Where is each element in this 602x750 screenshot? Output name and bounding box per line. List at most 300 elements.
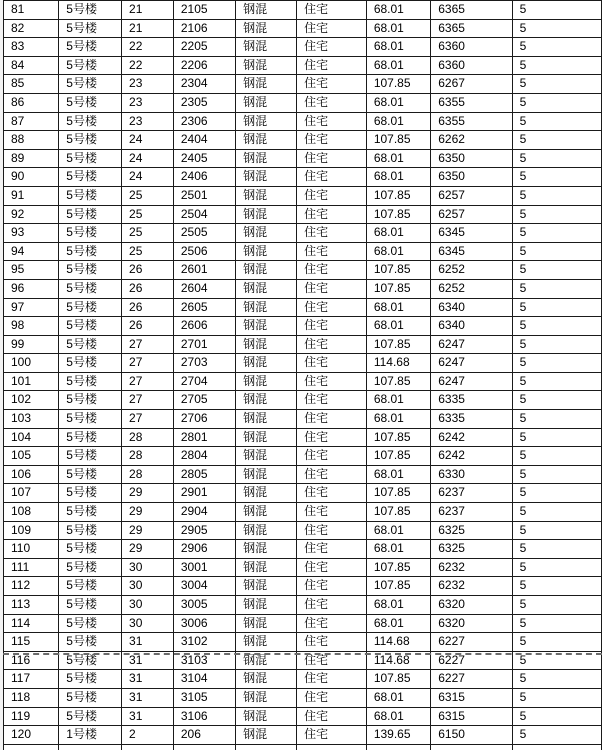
table-row: [4, 670, 602, 689]
cell-area: 68.01: [366, 688, 430, 707]
cell-extra: 5: [512, 484, 601, 503]
cell-no: 115: [4, 633, 59, 652]
cell-floor: [122, 744, 174, 750]
cell-use: 住宅: [297, 503, 367, 522]
cell-no: 110: [4, 540, 59, 559]
cell-no: 97: [4, 298, 59, 317]
cell-extra: 5: [512, 633, 601, 652]
cell-use: 住宅: [297, 186, 367, 205]
cell-floor: 25: [122, 224, 174, 243]
cell-building: 5号楼: [59, 186, 122, 205]
cell-floor: 30: [122, 558, 174, 577]
cell-room: 3103: [173, 651, 235, 670]
cell-no: 113: [4, 596, 59, 615]
cell-use: 住宅: [297, 261, 367, 280]
cell-extra: 5: [512, 205, 601, 224]
cell-no: 99: [4, 335, 59, 354]
cell-use: 住宅: [297, 354, 367, 373]
cell-extra: 5: [512, 56, 601, 75]
cell-floor: 31: [122, 633, 174, 652]
cell-floor: 29: [122, 521, 174, 540]
table-row: [4, 688, 602, 707]
cell-building: 5号楼: [59, 38, 122, 57]
cell-use: [297, 744, 367, 750]
cell-room: 2601: [173, 261, 235, 280]
cell-floor: 22: [122, 56, 174, 75]
cell-no: 84: [4, 56, 59, 75]
cell-area: 107.85: [366, 261, 430, 280]
cell-structure: 钢混: [236, 726, 297, 745]
cell-price: 6335: [431, 391, 512, 410]
cell-floor: 26: [122, 298, 174, 317]
table-row: [4, 577, 602, 596]
cell-floor: 30: [122, 596, 174, 615]
cell-floor: 21: [122, 19, 174, 38]
cell-room: 2506: [173, 242, 235, 261]
cell-floor: 26: [122, 317, 174, 336]
cell-floor: 26: [122, 261, 174, 280]
cell-building: 5号楼: [59, 93, 122, 112]
table-row: [4, 354, 602, 373]
cell-room: 2703: [173, 354, 235, 373]
cell-structure: 钢混: [236, 484, 297, 503]
cell-building: 5号楼: [59, 651, 122, 670]
cell-floor: 29: [122, 503, 174, 522]
cell-structure: 钢混: [236, 428, 297, 447]
cell-price: 6257: [431, 186, 512, 205]
cell-building: 5号楼: [59, 688, 122, 707]
cell-structure: 钢混: [236, 596, 297, 615]
cell-room: 3105: [173, 688, 235, 707]
cell-price: 6350: [431, 168, 512, 187]
cell-price: 6320: [431, 596, 512, 615]
cell-building: 5号楼: [59, 410, 122, 429]
cell-extra: 5: [512, 112, 601, 131]
cell-no: 116: [4, 651, 59, 670]
cell-use: 住宅: [297, 75, 367, 94]
cell-no: 86: [4, 93, 59, 112]
cell-room: 2304: [173, 75, 235, 94]
cell-use: 住宅: [297, 335, 367, 354]
cell-room: 2505: [173, 224, 235, 243]
cell-use: 住宅: [297, 596, 367, 615]
cell-extra: 5: [512, 186, 601, 205]
cell-building: 5号楼: [59, 503, 122, 522]
cell-room: 2604: [173, 279, 235, 298]
cell-building: 5号楼: [59, 261, 122, 280]
cell-no: 117: [4, 670, 59, 689]
cell-extra: 5: [512, 614, 601, 633]
cell-floor: 29: [122, 484, 174, 503]
table-row: [4, 93, 602, 112]
cell-price: 6365: [431, 19, 512, 38]
cell-structure: 钢混: [236, 391, 297, 410]
table-row: [4, 596, 602, 615]
cell-floor: 25: [122, 205, 174, 224]
cell-area: 68.01: [366, 317, 430, 336]
cell-room: 2801: [173, 428, 235, 447]
cell-area: 107.85: [366, 205, 430, 224]
cell-floor: 27: [122, 391, 174, 410]
cell-building: 5号楼: [59, 335, 122, 354]
cell-use: 住宅: [297, 19, 367, 38]
cell-room: 3001: [173, 558, 235, 577]
cell-area: 68.01: [366, 1, 430, 20]
cell-area: [366, 744, 430, 750]
cell-price: 6227: [431, 633, 512, 652]
cell-structure: 钢混: [236, 224, 297, 243]
cell-area: 68.01: [366, 19, 430, 38]
cell-floor: 22: [122, 38, 174, 57]
cell-no: 96: [4, 279, 59, 298]
cell-price: 6227: [431, 670, 512, 689]
cell-extra: 5: [512, 558, 601, 577]
table-row: [4, 205, 602, 224]
cell-extra: 5: [512, 577, 601, 596]
cell-use: 住宅: [297, 38, 367, 57]
cell-room: 2805: [173, 465, 235, 484]
table-row: [4, 372, 602, 391]
cell-floor: 28: [122, 447, 174, 466]
cell-building: 5号楼: [59, 242, 122, 261]
units-table: [3, 0, 602, 750]
cell-floor: 29: [122, 540, 174, 559]
cell-structure: 钢混: [236, 298, 297, 317]
cell-building: [59, 744, 122, 750]
cell-building: 5号楼: [59, 447, 122, 466]
cell-structure: 钢混: [236, 633, 297, 652]
cell-extra: 5: [512, 131, 601, 150]
cell-building: 5号楼: [59, 224, 122, 243]
cell-structure: 钢混: [236, 149, 297, 168]
cell-floor: 23: [122, 75, 174, 94]
cell-area: 107.85: [366, 131, 430, 150]
cell-area: 107.85: [366, 558, 430, 577]
cell-floor: 24: [122, 168, 174, 187]
table-row: [4, 335, 602, 354]
cell-price: 6267: [431, 75, 512, 94]
table-row: [4, 224, 602, 243]
cell-floor: 28: [122, 465, 174, 484]
cell-area: 68.01: [366, 149, 430, 168]
cell-price: 6247: [431, 335, 512, 354]
cell-extra: 5: [512, 447, 601, 466]
table-row: [4, 707, 602, 726]
cell-structure: 钢混: [236, 503, 297, 522]
cell-no: 103: [4, 410, 59, 429]
cell-use: 住宅: [297, 465, 367, 484]
cell-structure: 钢混: [236, 558, 297, 577]
cell-extra: 5: [512, 242, 601, 261]
cell-use: 住宅: [297, 484, 367, 503]
cell-use: 住宅: [297, 688, 367, 707]
cell-price: 6320: [431, 614, 512, 633]
cell-structure: 钢混: [236, 372, 297, 391]
cell-extra: 5: [512, 317, 601, 336]
cell-price: 6365: [431, 1, 512, 20]
units-table-body: [4, 0, 602, 750]
cell-room: 3006: [173, 614, 235, 633]
cell-use: 住宅: [297, 707, 367, 726]
cell-structure: 钢混: [236, 38, 297, 57]
cell-structure: 钢混: [236, 242, 297, 261]
cell-no: 93: [4, 224, 59, 243]
cell-area: 107.85: [366, 75, 430, 94]
cell-area: 68.01: [366, 298, 430, 317]
cell-use: 住宅: [297, 205, 367, 224]
cell-extra: 5: [512, 38, 601, 57]
cell-area: 107.85: [366, 428, 430, 447]
cell-floor: 2: [122, 726, 174, 745]
cell-room: 2704: [173, 372, 235, 391]
table-row: [4, 428, 602, 447]
cell-floor: 27: [122, 354, 174, 373]
cell-building: 5号楼: [59, 354, 122, 373]
cell-use: 住宅: [297, 447, 367, 466]
cell-no: 83: [4, 38, 59, 57]
cell-structure: 钢混: [236, 186, 297, 205]
cell-area: 68.01: [366, 93, 430, 112]
cell-no: 109: [4, 521, 59, 540]
cell-extra: 5: [512, 391, 601, 410]
cell-room: 2306: [173, 112, 235, 131]
cell-building: 5号楼: [59, 484, 122, 503]
cell-building: 5号楼: [59, 205, 122, 224]
cell-structure: 钢混: [236, 317, 297, 336]
cell-use: 住宅: [297, 726, 367, 745]
cell-no: 81: [4, 1, 59, 20]
cell-room: 3102: [173, 633, 235, 652]
cell-room: 2305: [173, 93, 235, 112]
cell-use: 住宅: [297, 279, 367, 298]
cell-floor: 30: [122, 614, 174, 633]
cell-price: 6315: [431, 688, 512, 707]
cell-structure: 钢混: [236, 75, 297, 94]
table-row: [4, 19, 602, 38]
table-row: [4, 465, 602, 484]
cell-floor: 26: [122, 279, 174, 298]
cell-room: 2501: [173, 186, 235, 205]
table-row: [4, 503, 602, 522]
cell-area: 107.85: [366, 670, 430, 689]
cell-room: 2405: [173, 149, 235, 168]
cell-price: 6257: [431, 205, 512, 224]
cell-area: 68.01: [366, 540, 430, 559]
cell-room: 3104: [173, 670, 235, 689]
cell-price: [431, 744, 512, 750]
cell-extra: 5: [512, 707, 601, 726]
table-row: [4, 447, 602, 466]
cell-building: 5号楼: [59, 168, 122, 187]
cell-structure: 钢混: [236, 112, 297, 131]
cell-building: 5号楼: [59, 391, 122, 410]
cell-use: 住宅: [297, 521, 367, 540]
table-row: [4, 75, 602, 94]
cell-area: 107.85: [366, 484, 430, 503]
cell-extra: 5: [512, 1, 601, 20]
cell-use: 住宅: [297, 577, 367, 596]
cell-area: 107.85: [366, 447, 430, 466]
cell-no: 102: [4, 391, 59, 410]
cell-structure: 钢混: [236, 131, 297, 150]
cell-building: 5号楼: [59, 19, 122, 38]
cell-price: 6345: [431, 224, 512, 243]
cell-structure: 钢混: [236, 410, 297, 429]
cell-building: 5号楼: [59, 521, 122, 540]
cell-no: 82: [4, 19, 59, 38]
cell-structure: [236, 744, 297, 750]
cell-structure: 钢混: [236, 577, 297, 596]
cell-no: 94: [4, 242, 59, 261]
cell-room: 2904: [173, 503, 235, 522]
cell-extra: 5: [512, 540, 601, 559]
cell-no: 120: [4, 726, 59, 745]
cell-extra: 5: [512, 354, 601, 373]
cell-structure: 钢混: [236, 651, 297, 670]
cell-area: 68.01: [366, 596, 430, 615]
cell-extra: 5: [512, 726, 601, 745]
cell-use: 住宅: [297, 410, 367, 429]
cell-area: 114.68: [366, 651, 430, 670]
cell-price: 6227: [431, 651, 512, 670]
cell-extra: 5: [512, 149, 601, 168]
cell-area: 114.68: [366, 633, 430, 652]
cell-building: 5号楼: [59, 112, 122, 131]
cell-floor: 24: [122, 131, 174, 150]
cell-use: 住宅: [297, 670, 367, 689]
cell-structure: 钢混: [236, 354, 297, 373]
cell-area: 68.01: [366, 224, 430, 243]
cell-no: 98: [4, 317, 59, 336]
cell-price: 6325: [431, 540, 512, 559]
cell-extra: 5: [512, 688, 601, 707]
cell-no: 114: [4, 614, 59, 633]
cell-no: 119: [4, 707, 59, 726]
cell-area: 68.01: [366, 242, 430, 261]
cell-no: 92: [4, 205, 59, 224]
cell-floor: 31: [122, 670, 174, 689]
cell-extra: 5: [512, 410, 601, 429]
table-row: [4, 521, 602, 540]
cell-floor: 23: [122, 93, 174, 112]
cell-extra: 5: [512, 261, 601, 280]
cell-building: 5号楼: [59, 372, 122, 391]
cell-use: 住宅: [297, 1, 367, 20]
cell-extra: 5: [512, 19, 601, 38]
cell-no: 87: [4, 112, 59, 131]
cell-building: 5号楼: [59, 149, 122, 168]
cell-extra: 5: [512, 651, 601, 670]
cell-area: 68.01: [366, 614, 430, 633]
cell-building: 5号楼: [59, 465, 122, 484]
cell-room: 2905: [173, 521, 235, 540]
cell-use: 住宅: [297, 540, 367, 559]
cell-area: 114.68: [366, 354, 430, 373]
cell-area: 68.01: [366, 56, 430, 75]
cell-extra: 5: [512, 75, 601, 94]
cell-no: 88: [4, 131, 59, 150]
cell-area: 68.01: [366, 465, 430, 484]
cell-room: 2706: [173, 410, 235, 429]
cell-building: 5号楼: [59, 298, 122, 317]
table-row: [4, 279, 602, 298]
cell-use: 住宅: [297, 614, 367, 633]
cell-use: 住宅: [297, 372, 367, 391]
cell-price: 6350: [431, 149, 512, 168]
cell-extra: 5: [512, 521, 601, 540]
cell-building: 5号楼: [59, 596, 122, 615]
cell-floor: 21: [122, 1, 174, 20]
cell-price: 6247: [431, 354, 512, 373]
cell-room: 2804: [173, 447, 235, 466]
cell-price: 6360: [431, 56, 512, 75]
cell-use: 住宅: [297, 131, 367, 150]
table-row: [4, 317, 602, 336]
table-row: [4, 168, 602, 187]
cell-extra: 5: [512, 372, 601, 391]
cell-no: 95: [4, 261, 59, 280]
cell-structure: 钢混: [236, 279, 297, 298]
cell-area: 68.01: [366, 38, 430, 57]
cell-building: 5号楼: [59, 75, 122, 94]
table-row: [4, 484, 602, 503]
cell-use: 住宅: [297, 93, 367, 112]
cell-structure: 钢混: [236, 261, 297, 280]
cell-price: 6237: [431, 503, 512, 522]
cell-use: 住宅: [297, 298, 367, 317]
table-row-partial-bottom: [4, 744, 602, 750]
table-row: [4, 186, 602, 205]
cell-use: 住宅: [297, 391, 367, 410]
cell-use: 住宅: [297, 224, 367, 243]
table-row: [4, 410, 602, 429]
cell-building: 5号楼: [59, 56, 122, 75]
cell-building: 5号楼: [59, 131, 122, 150]
cell-area: 139.65: [366, 726, 430, 745]
cell-no: 111: [4, 558, 59, 577]
cell-extra: 5: [512, 596, 601, 615]
cell-floor: 25: [122, 186, 174, 205]
cell-room: 3106: [173, 707, 235, 726]
cell-structure: 钢混: [236, 168, 297, 187]
cell-area: 107.85: [366, 372, 430, 391]
cell-floor: 27: [122, 372, 174, 391]
cell-no: 100: [4, 354, 59, 373]
cell-room: 2705: [173, 391, 235, 410]
cell-floor: 31: [122, 707, 174, 726]
cell-area: 68.01: [366, 521, 430, 540]
cell-area: 107.85: [366, 335, 430, 354]
cell-price: 6330: [431, 465, 512, 484]
cell-structure: 钢混: [236, 93, 297, 112]
cell-structure: 钢混: [236, 447, 297, 466]
cell-room: 2701: [173, 335, 235, 354]
cell-room: 2404: [173, 131, 235, 150]
cell-no: 104: [4, 428, 59, 447]
table-row: [4, 38, 602, 57]
table-row: [4, 540, 602, 559]
table-row: [4, 558, 602, 577]
cell-extra: [512, 744, 601, 750]
cell-price: 6150: [431, 726, 512, 745]
cell-use: 住宅: [297, 112, 367, 131]
cell-price: 6345: [431, 242, 512, 261]
cell-floor: 31: [122, 651, 174, 670]
cell-price: 6340: [431, 298, 512, 317]
cell-price: 6360: [431, 38, 512, 57]
cell-use: 住宅: [297, 651, 367, 670]
cell-use: 住宅: [297, 428, 367, 447]
